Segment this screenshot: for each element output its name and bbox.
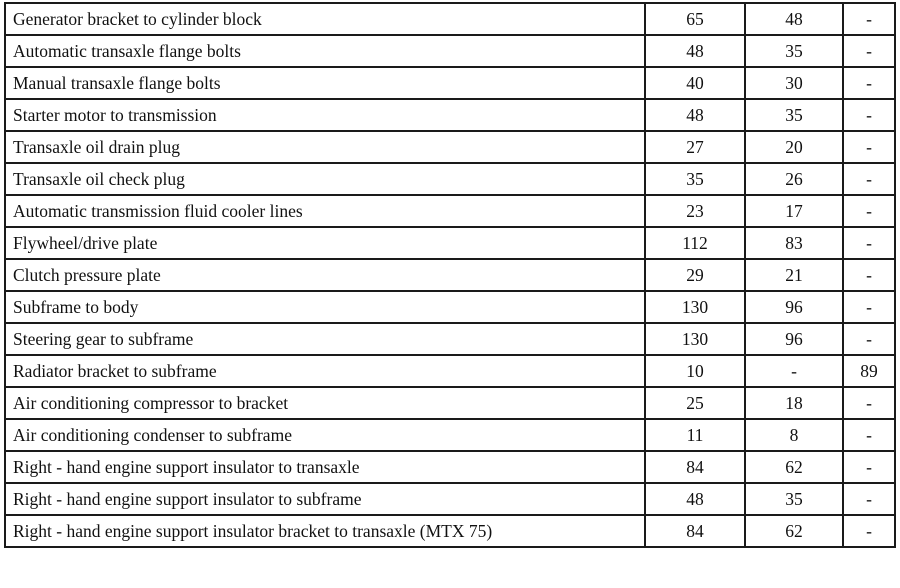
lbft-value-cell: 83 bbox=[745, 227, 843, 259]
lbin-value-cell: - bbox=[843, 483, 895, 515]
nm-value-cell: 23 bbox=[645, 195, 745, 227]
lbft-value-cell: 96 bbox=[745, 323, 843, 355]
nm-value-cell: 40 bbox=[645, 67, 745, 99]
description-cell: Radiator bracket to subframe bbox=[5, 355, 645, 387]
table-row bbox=[5, 419, 895, 451]
description-cell: Starter motor to transmission bbox=[5, 99, 645, 131]
lbin-value-cell: - bbox=[843, 67, 895, 99]
lbft-value-cell: 96 bbox=[745, 291, 843, 323]
nm-value-cell: 10 bbox=[645, 355, 745, 387]
nm-value-cell: 11 bbox=[645, 419, 745, 451]
description-cell: Automatic transaxle flange bolts bbox=[5, 35, 645, 67]
lbft-value-cell: 20 bbox=[745, 131, 843, 163]
table-row bbox=[5, 355, 895, 387]
lbft-value-cell: 8 bbox=[745, 419, 843, 451]
torque-spec-table bbox=[4, 2, 896, 548]
lbin-value-cell: - bbox=[843, 131, 895, 163]
lbft-value-cell: - bbox=[745, 355, 843, 387]
lbin-value-cell: - bbox=[843, 99, 895, 131]
lbin-value-cell: - bbox=[843, 323, 895, 355]
lbft-value-cell: 35 bbox=[745, 35, 843, 67]
lbft-value-cell: 48 bbox=[745, 3, 843, 35]
table-row bbox=[5, 227, 895, 259]
description-cell: Steering gear to subframe bbox=[5, 323, 645, 355]
nm-value-cell: 130 bbox=[645, 291, 745, 323]
lbin-value-cell: - bbox=[843, 163, 895, 195]
table-row bbox=[5, 323, 895, 355]
lbin-value-cell: - bbox=[843, 419, 895, 451]
description-cell: Subframe to body bbox=[5, 291, 645, 323]
description-cell: Right - hand engine support insulator bracket to transaxle (MTX 75) bbox=[5, 515, 645, 547]
lbin-value-cell: 89 bbox=[843, 355, 895, 387]
table-row bbox=[5, 3, 895, 35]
description-cell: Manual transaxle flange bolts bbox=[5, 67, 645, 99]
lbin-value-cell: - bbox=[843, 3, 895, 35]
lbin-value-cell: - bbox=[843, 291, 895, 323]
table-row bbox=[5, 291, 895, 323]
table-row bbox=[5, 195, 895, 227]
nm-value-cell: 48 bbox=[645, 35, 745, 67]
lbin-value-cell: - bbox=[843, 451, 895, 483]
nm-value-cell: 84 bbox=[645, 451, 745, 483]
table-row bbox=[5, 99, 895, 131]
description-cell: Generator bracket to cylinder block bbox=[5, 3, 645, 35]
table-row bbox=[5, 163, 895, 195]
lbft-value-cell: 30 bbox=[745, 67, 843, 99]
table-row bbox=[5, 483, 895, 515]
description-cell: Air conditioning compressor to bracket bbox=[5, 387, 645, 419]
lbft-value-cell: 62 bbox=[745, 451, 843, 483]
lbin-value-cell: - bbox=[843, 515, 895, 547]
nm-value-cell: 130 bbox=[645, 323, 745, 355]
nm-value-cell: 48 bbox=[645, 483, 745, 515]
description-cell: Air conditioning condenser to subframe bbox=[5, 419, 645, 451]
description-cell: Transaxle oil check plug bbox=[5, 163, 645, 195]
nm-value-cell: 35 bbox=[645, 163, 745, 195]
lbft-value-cell: 26 bbox=[745, 163, 843, 195]
lbin-value-cell: - bbox=[843, 387, 895, 419]
nm-value-cell: 48 bbox=[645, 99, 745, 131]
description-cell: Clutch pressure plate bbox=[5, 259, 645, 291]
lbin-value-cell: - bbox=[843, 195, 895, 227]
description-cell: Transaxle oil drain plug bbox=[5, 131, 645, 163]
lbft-value-cell: 62 bbox=[745, 515, 843, 547]
lbin-value-cell: - bbox=[843, 35, 895, 67]
nm-value-cell: 25 bbox=[645, 387, 745, 419]
lbin-value-cell: - bbox=[843, 259, 895, 291]
nm-value-cell: 27 bbox=[645, 131, 745, 163]
description-cell: Right - hand engine support insulator to transaxle bbox=[5, 451, 645, 483]
torque-spec-table-body bbox=[5, 3, 895, 547]
lbft-value-cell: 18 bbox=[745, 387, 843, 419]
description-cell: Automatic transmission fluid cooler lines bbox=[5, 195, 645, 227]
nm-value-cell: 112 bbox=[645, 227, 745, 259]
description-cell: Right - hand engine support insulator to subframe bbox=[5, 483, 645, 515]
lbft-value-cell: 17 bbox=[745, 195, 843, 227]
table-row bbox=[5, 67, 895, 99]
table-row bbox=[5, 131, 895, 163]
lbin-value-cell: - bbox=[843, 227, 895, 259]
table-row bbox=[5, 515, 895, 547]
table-row bbox=[5, 387, 895, 419]
table-row bbox=[5, 35, 895, 67]
description-cell: Flywheel/drive plate bbox=[5, 227, 645, 259]
lbft-value-cell: 35 bbox=[745, 99, 843, 131]
nm-value-cell: 84 bbox=[645, 515, 745, 547]
nm-value-cell: 29 bbox=[645, 259, 745, 291]
table-row bbox=[5, 259, 895, 291]
lbft-value-cell: 35 bbox=[745, 483, 843, 515]
nm-value-cell: 65 bbox=[645, 3, 745, 35]
lbft-value-cell: 21 bbox=[745, 259, 843, 291]
table-row bbox=[5, 451, 895, 483]
